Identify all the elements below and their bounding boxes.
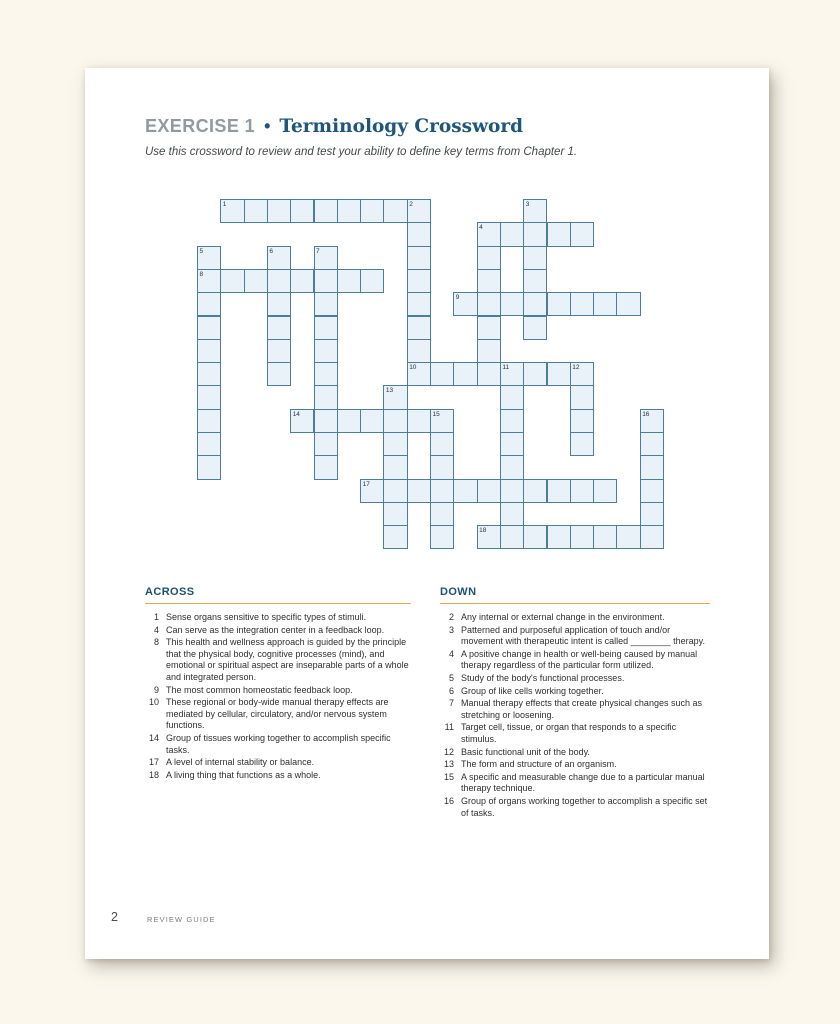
clue-number: 13 xyxy=(443,759,454,770)
grid-cell xyxy=(640,525,664,549)
grid-cell xyxy=(500,292,524,316)
grid-cell xyxy=(570,432,594,456)
grid-cell xyxy=(570,479,594,503)
grid-cell xyxy=(500,409,524,433)
grid-cell xyxy=(267,292,291,316)
grid-cell xyxy=(314,362,338,386)
clue-text: Sense organs sensitive to specific types of stimuli. xyxy=(166,612,367,622)
clue-text: The most common homeostatic feedback loop. xyxy=(166,684,353,695)
grid-cell xyxy=(407,316,431,340)
grid-cell xyxy=(430,502,454,526)
clue-item xyxy=(145,697,411,732)
clue-text: A level of internal stability or balance. xyxy=(166,757,315,768)
grid-cell xyxy=(244,269,268,293)
grid-cell xyxy=(244,199,268,223)
footer-label: REVIEW GUIDE xyxy=(147,915,216,924)
grid-cell xyxy=(500,222,524,246)
clue-text: Patterned and purposeful application of touch and/or movement with therapeutic intent is called ________ therapy. xyxy=(461,624,705,647)
grid-cell xyxy=(430,455,454,479)
clue-text: Group of tissues working together to accomplish specific tasks. xyxy=(166,732,391,755)
grid-cell xyxy=(477,339,501,363)
clue-number: 9 xyxy=(153,684,159,695)
grid-cell xyxy=(640,502,664,526)
clue-text: Target cell, tissue, or organ that responds to a specific stimulus. xyxy=(461,722,677,744)
grid-cell xyxy=(500,479,524,503)
grid-cell xyxy=(267,362,291,386)
grid-cell xyxy=(640,455,664,479)
clue-text: Can serve as the integration center in a feedback loop. xyxy=(166,624,385,635)
grid-cell xyxy=(593,479,617,503)
clue-item xyxy=(145,770,411,782)
clue-text: Any internal or external change in the environment. xyxy=(461,612,665,622)
grid-cell xyxy=(500,525,524,549)
clue-item xyxy=(145,757,411,769)
down-header: DOWN xyxy=(440,586,710,604)
clue-item xyxy=(440,698,710,721)
clue-number: 4 xyxy=(448,648,454,659)
grid-cell xyxy=(547,222,571,246)
grid-cell xyxy=(314,385,338,409)
clue-item xyxy=(440,747,710,759)
grid-cell xyxy=(220,269,244,293)
clue-number: 11 xyxy=(444,722,454,733)
clue-item xyxy=(145,685,411,697)
grid-cell-number: 17 xyxy=(362,480,370,488)
grid-cell xyxy=(570,525,594,549)
clue-text: This health and wellness approach is guided by the principle that the physical body, cognitive processes (mind), and emotional or spiritual aspect are inseparable parts of a whole and integrated person. xyxy=(166,637,409,682)
clue-item xyxy=(145,637,411,683)
grid-cell xyxy=(523,246,547,270)
clue-text: Manual therapy effects that create physical changes such as stretching or loosening. xyxy=(461,698,702,720)
grid-cell xyxy=(547,525,571,549)
grid-cell xyxy=(523,292,547,316)
clue-item xyxy=(440,722,710,745)
grid-cell xyxy=(570,292,594,316)
clue-number: 3 xyxy=(448,624,454,635)
grid-cell xyxy=(267,269,291,293)
grid-cell xyxy=(616,525,640,549)
clue-number: 15 xyxy=(443,771,454,782)
grid-cell xyxy=(547,479,571,503)
grid-cell xyxy=(314,455,338,479)
grid-cell xyxy=(383,432,407,456)
clue-item xyxy=(440,796,710,819)
clue-number: 1 xyxy=(153,612,159,622)
page-subtitle: Use this crossword to review and test your ability to define key terms from Chapter 1. xyxy=(145,146,578,158)
clue-text: A positive change in health or well-being caused by manual therapy regardless of the particular form utilized. xyxy=(461,648,698,671)
clue-item xyxy=(440,759,710,771)
grid-cell xyxy=(477,316,501,340)
grid-cell xyxy=(477,269,501,293)
grid-cell xyxy=(360,409,384,433)
grid-cell xyxy=(197,362,221,386)
across-clues-section xyxy=(145,586,411,782)
clue-item xyxy=(440,686,710,698)
clue-text: The form and structure of an organism. xyxy=(461,759,617,770)
grid-cell xyxy=(430,525,454,549)
grid-cell xyxy=(477,246,501,270)
page-number: 2 xyxy=(111,910,118,924)
exercise-title: Terminology Crossword xyxy=(279,116,524,137)
clue-number: 6 xyxy=(448,685,454,696)
clue-number: 16 xyxy=(443,795,454,806)
grid-cell xyxy=(314,316,338,340)
grid-cell xyxy=(477,479,501,503)
grid-cell xyxy=(523,525,547,549)
grid-cell xyxy=(267,199,291,223)
clue-number: 12 xyxy=(443,746,454,757)
grid-cell xyxy=(314,269,338,293)
grid-cell xyxy=(383,479,407,503)
grid-cell-number: 1 xyxy=(222,201,227,208)
grid-cell xyxy=(500,385,524,409)
grid-cell-number: 3 xyxy=(525,201,530,208)
grid-cell xyxy=(523,362,547,386)
grid-cell xyxy=(407,269,431,293)
across-clue-list xyxy=(145,612,411,781)
clue-item xyxy=(145,625,411,637)
grid-cell-number: 14 xyxy=(292,410,300,418)
grid-cell xyxy=(477,362,501,386)
grid-cell xyxy=(407,479,431,503)
grid-cell xyxy=(383,502,407,526)
clue-text: Study of the body's functional processes. xyxy=(461,672,625,683)
down-clues-section xyxy=(440,586,710,820)
grid-cell-number: 2 xyxy=(409,201,413,208)
grid-cell xyxy=(500,502,524,526)
grid-cell xyxy=(593,292,617,316)
grid-cell xyxy=(407,409,431,433)
clue-text: A specific and measurable change due to a particular manual therapy technique. xyxy=(461,771,705,794)
grid-cell xyxy=(197,409,221,433)
clue-item xyxy=(440,649,710,672)
grid-cell xyxy=(360,269,384,293)
grid-cell-number: 9 xyxy=(455,294,460,302)
clue-number: 4 xyxy=(153,624,159,635)
grid-cell xyxy=(314,292,338,316)
grid-cell xyxy=(453,479,477,503)
grid-cell xyxy=(407,246,431,270)
across-header: ACROSS xyxy=(145,586,411,604)
grid-cell xyxy=(523,479,547,503)
grid-cell xyxy=(407,339,431,363)
grid-cell xyxy=(197,339,221,363)
clue-number: 8 xyxy=(153,637,159,648)
grid-cell xyxy=(290,269,314,293)
grid-cell xyxy=(360,199,384,223)
grid-cell-number: 15 xyxy=(432,410,440,418)
grid-cell-number: 5 xyxy=(199,247,204,255)
grid-cell xyxy=(523,316,547,340)
grid-cell xyxy=(500,432,524,456)
grid-cell xyxy=(407,222,431,246)
bullet-separator: • xyxy=(264,116,271,136)
grid-cell xyxy=(407,292,431,316)
grid-cell xyxy=(500,455,524,479)
grid-cell xyxy=(453,362,477,386)
clue-text: These regional or body-wide manual therapy effects are mediated by cellular, circulatory, and/or nervous system functions. xyxy=(166,697,389,731)
grid-cell-number: 12 xyxy=(572,364,580,372)
clue-number: 7 xyxy=(448,698,454,709)
grid-cell-number: 13 xyxy=(385,387,394,395)
clue-number: 10 xyxy=(148,697,159,708)
clue-number: 2 xyxy=(448,612,454,622)
clue-item xyxy=(440,612,710,624)
grid-cell-number: 7 xyxy=(316,247,320,255)
grid-cell xyxy=(477,292,501,316)
grid-cell xyxy=(616,292,640,316)
grid-cell xyxy=(593,525,617,549)
grid-cell xyxy=(523,269,547,293)
clue-text: Group of like cells working together. xyxy=(461,685,604,696)
grid-cell xyxy=(570,385,594,409)
grid-cell xyxy=(430,362,454,386)
exercise-label: EXERCISE 1 xyxy=(145,116,256,136)
grid-cell xyxy=(640,432,664,456)
page-title xyxy=(145,116,523,137)
grid-cell xyxy=(337,409,361,433)
grid-cell-number: 16 xyxy=(642,410,650,418)
grid-cell xyxy=(197,455,221,479)
grid-cell-number: 6 xyxy=(269,247,274,255)
clue-text: Group of organs working together to accomplish a specific set of tasks. xyxy=(461,795,708,818)
grid-cell xyxy=(430,479,454,503)
grid-cell xyxy=(314,432,338,456)
clue-item xyxy=(440,772,710,795)
crossword-grid xyxy=(197,199,665,551)
grid-cell xyxy=(197,432,221,456)
clue-text: A living thing that functions as a whole. xyxy=(166,769,321,780)
grid-cell xyxy=(383,409,407,433)
grid-cell xyxy=(267,316,291,340)
grid-cell xyxy=(267,339,291,363)
grid-cell xyxy=(383,199,407,223)
clue-number: 14 xyxy=(148,732,159,743)
grid-cell xyxy=(197,316,221,340)
clue-number: 17 xyxy=(148,757,159,768)
down-clue-list xyxy=(440,612,710,819)
grid-cell xyxy=(640,479,664,503)
grid-cell-number: 11 xyxy=(502,364,510,372)
clue-item xyxy=(145,612,411,624)
grid-cell xyxy=(337,269,361,293)
grid-cell xyxy=(430,432,454,456)
grid-cell xyxy=(314,199,338,223)
grid-cell xyxy=(314,409,338,433)
grid-cell-number: 18 xyxy=(479,527,487,535)
grid-cell xyxy=(523,222,547,246)
grid-cell xyxy=(197,292,221,316)
workbook-page xyxy=(85,68,769,959)
clue-item xyxy=(440,673,710,685)
grid-cell-number: 8 xyxy=(199,270,204,278)
clue-item xyxy=(145,733,411,756)
grid-cell xyxy=(570,222,594,246)
grid-cell xyxy=(383,455,407,479)
clue-number: 18 xyxy=(148,769,159,780)
clue-text: Basic functional unit of the body. xyxy=(461,746,590,757)
grid-cell xyxy=(337,199,361,223)
grid-cell xyxy=(547,362,571,386)
clue-number: 5 xyxy=(448,672,454,683)
grid-cell xyxy=(570,409,594,433)
grid-cell xyxy=(197,385,221,409)
clue-item xyxy=(440,625,710,648)
grid-cell-number: 4 xyxy=(479,224,483,232)
grid-cell xyxy=(547,292,571,316)
grid-cell xyxy=(314,339,338,363)
grid-cell xyxy=(290,199,314,223)
grid-cell xyxy=(383,525,407,549)
grid-cell-number: 10 xyxy=(409,364,417,372)
